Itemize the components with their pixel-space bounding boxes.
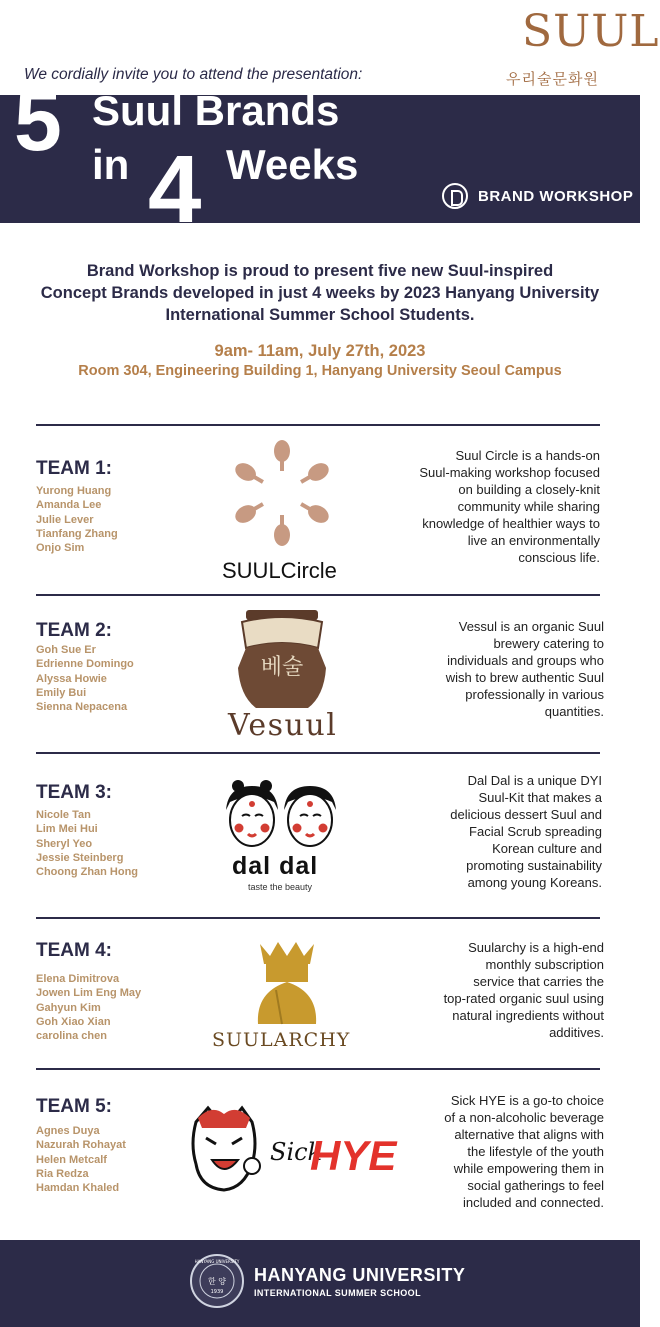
description-line: community while sharing — [457, 499, 600, 514]
description-line: additives. — [549, 1025, 604, 1040]
description-line: top-rated organic suul using — [443, 991, 604, 1006]
description-line: natural ingredients without — [452, 1008, 604, 1023]
description-line: brewery catering to — [493, 636, 604, 651]
description-line: Suularchy is a high-end — [468, 940, 604, 955]
title-line-1: Suul Brands — [92, 87, 340, 134]
description-line: Suul-Kit that makes a — [478, 790, 602, 805]
description-line: wish to brew authentic Suul — [445, 670, 604, 685]
suul-circle-wordmark: SUULCircle — [222, 558, 337, 583]
description-line: quantities. — [544, 704, 604, 719]
member-name: Agnes Duya — [36, 1125, 100, 1137]
description-line: delicious dessert Suul and — [450, 807, 602, 822]
invitation-text: We cordially invite you to attend the presentation: — [24, 66, 363, 83]
team-4-description — [394, 939, 604, 1041]
section-divider — [36, 1068, 600, 1070]
description-line: among young Koreans. — [467, 875, 602, 890]
member-name: Sienna Nepacena — [36, 701, 128, 714]
description-line: Sick HYE is a go-to choice — [450, 1093, 604, 1108]
vesuul-jar-icon — [232, 608, 332, 710]
title-number-4: 4 — [148, 136, 202, 243]
description-line: Suul Circle is a hands-on — [455, 448, 600, 463]
member-name: Choong Zhan Hong — [36, 866, 139, 879]
event-time: 9am- 11am, July 27th, 2023 — [214, 342, 426, 360]
brand-workshop-icon — [442, 183, 468, 209]
description-line: promoting sustainability — [466, 858, 602, 873]
vesuul-wordmark: Vesuul — [228, 708, 338, 743]
suul-logo: SUUL — [522, 6, 660, 57]
description-line: social gatherings to feel — [467, 1178, 604, 1193]
member-name: Edrienne Domingo — [36, 658, 134, 671]
team-1-members — [36, 484, 118, 555]
section-divider — [36, 752, 600, 754]
team-1-title: TEAM 1: — [36, 458, 112, 479]
seal-year: 1939 — [210, 1289, 224, 1295]
description-line: alternative that aligns with — [454, 1127, 604, 1142]
dal-dal-tagline: taste the beauty — [248, 882, 313, 892]
title-in: in — [92, 141, 130, 188]
member-name: Goh Xiao Xian — [36, 1015, 111, 1028]
member-name: Helen Metcalf — [36, 1153, 107, 1166]
team-2-members — [36, 643, 134, 714]
team-5-description — [394, 1092, 604, 1211]
team-5-members — [36, 1124, 126, 1195]
intro-line-3: International Summer School Students. — [165, 306, 475, 324]
team-2-description — [394, 618, 604, 720]
member-name: Elena Dimitrova — [36, 973, 120, 985]
dal-dal-wordmark: dal dal — [232, 852, 319, 880]
description-line: Vessul is an organic Suul — [458, 619, 604, 634]
suul-circle-logo-mark — [222, 433, 342, 553]
intro-line-2: Concept Brands developed in just 4 weeks by 2023 Hanyang University — [40, 284, 600, 302]
description-line: the lifestyle of the youth — [467, 1144, 604, 1159]
section-divider — [36, 424, 600, 426]
intro-line-1: Brand Workshop is proud to present five new Suul-inspired — [86, 262, 554, 280]
team-2-title: TEAM 2: — [36, 620, 112, 641]
member-name: Yurong Huang — [36, 485, 112, 497]
member-name: Nazurah Rohayat — [36, 1139, 126, 1152]
vesuul-korean-label: 베술 — [260, 655, 304, 680]
member-name: Amanda Lee — [36, 499, 102, 512]
intro-text — [0, 260, 640, 326]
member-name: Julie Lever — [36, 513, 94, 526]
description-line: Facial Scrub spreading — [469, 824, 602, 839]
title-number-5: 5 — [14, 73, 62, 169]
team-3-title: TEAM 3: — [36, 782, 112, 803]
hanyang-seal-icon — [189, 1253, 245, 1309]
member-name: carolina chen — [36, 1030, 107, 1043]
description-line: while empowering them in — [453, 1161, 604, 1176]
member-name: Emily Bui — [36, 686, 87, 699]
description-line: Suul-making workshop focused — [419, 465, 600, 480]
member-name: Alyssa Howie — [36, 672, 107, 685]
team-5-title: TEAM 5: — [36, 1096, 112, 1117]
team-1-description — [390, 447, 600, 566]
suularchy-king-icon — [252, 940, 322, 1024]
seal-ring-text: HANYANG UNIVERSITY — [194, 1259, 240, 1264]
team-3-description — [392, 772, 602, 891]
member-name: Ria Redza — [36, 1167, 89, 1180]
description-line: monthly subscription — [485, 957, 604, 972]
brand-workshop-label: BRAND WORKSHOP — [478, 188, 634, 205]
description-line: knowledge of healthier ways to — [422, 516, 600, 531]
section-divider — [36, 917, 600, 919]
description-line: conscious life. — [518, 550, 600, 565]
suularchy-wordmark: SUULARCHY — [212, 1029, 351, 1051]
suul-korean-label: 우리술문화원 — [506, 70, 599, 88]
member-name: Lim Mei Hui — [36, 823, 98, 836]
description-line: live an environmentally — [467, 533, 600, 548]
dal-dal-faces-icon — [220, 780, 340, 852]
description-line: Dal Dal is a unique DYI — [467, 773, 602, 788]
team-4-members — [36, 972, 141, 1043]
description-line: professionally in various — [465, 687, 604, 702]
description-line: Korean culture and — [492, 841, 602, 856]
event-location: Room 304, Engineering Building 1, Hanyang University Seoul Campus — [78, 363, 562, 379]
description-line: individuals and groups who — [447, 653, 604, 668]
cat-mascot-icon — [193, 1108, 260, 1190]
sick-script-text: Sick — [270, 1138, 323, 1166]
member-name: Jowen Lim Eng May — [36, 987, 142, 1000]
member-name: Tianfang Zhang — [36, 527, 118, 540]
description-line: on building a closely-knit — [458, 482, 600, 497]
member-name: Hamdan Khaled — [36, 1182, 120, 1195]
hye-wordmark: HYE — [310, 1132, 397, 1179]
member-name: Nicole Tan — [36, 809, 91, 821]
face-left — [226, 780, 278, 846]
seal-center-text: 한 양 — [208, 1277, 226, 1286]
team-4-title: TEAM 4: — [36, 940, 112, 961]
face-right — [284, 786, 336, 846]
description-line: of a non-alcoholic beverage — [444, 1110, 604, 1125]
member-name: Sheryl Yeo — [36, 837, 93, 850]
description-line: service that carries the — [473, 974, 604, 989]
member-name: Jessie Steinberg — [36, 851, 124, 864]
team-3-members — [36, 808, 138, 879]
title-weeks: Weeks — [226, 141, 359, 188]
summer-school-label: INTERNATIONAL SUMMER SCHOOL — [254, 1288, 421, 1298]
member-name: Goh Sue Er — [36, 644, 96, 656]
member-name: Gahyun Kim — [36, 1001, 101, 1014]
university-name: HANYANG UNIVERSITY — [254, 1265, 466, 1285]
section-divider — [36, 594, 600, 596]
description-line: included and connected. — [463, 1195, 604, 1210]
member-name: Onjo Sim — [36, 542, 85, 555]
sick-hye-logo — [192, 1104, 404, 1194]
